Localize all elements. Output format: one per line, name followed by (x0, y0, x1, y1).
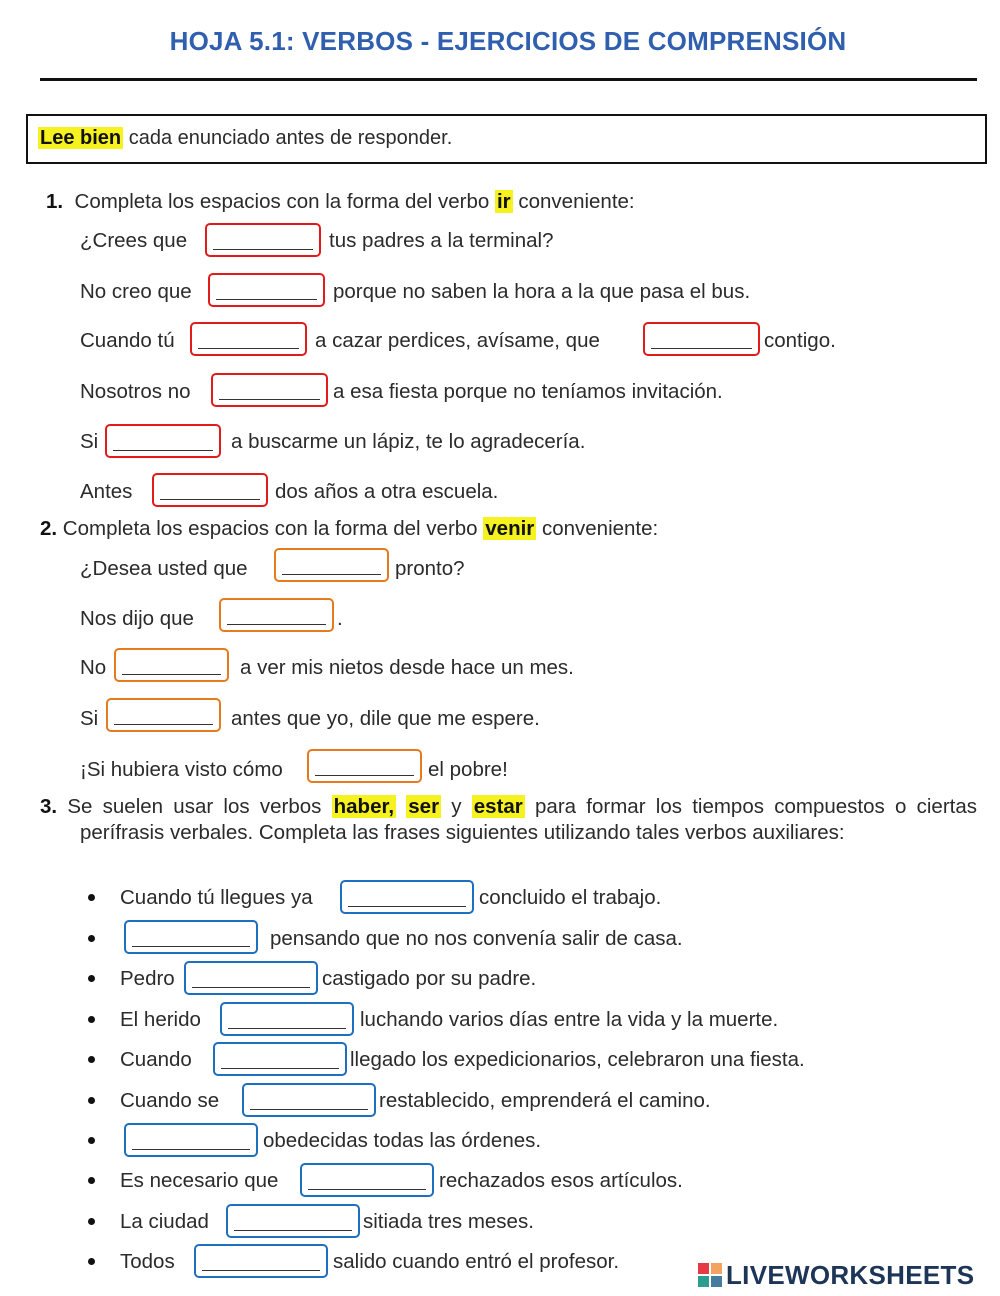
answer-gap[interactable] (220, 1002, 354, 1036)
page-title: HOJA 5.1: VERBOS - EJERCICIOS DE COMPRENSIÓN (169, 26, 847, 56)
answer-gap[interactable] (194, 1244, 328, 1278)
q1-item-1-prefix: ¿Crees que (80, 229, 188, 252)
answer-gap[interactable] (205, 223, 321, 257)
q3-item-8-prefix: Es necesario que (120, 1169, 279, 1192)
q2-item-5-prefix: ¡Si hubiera visto cómo (80, 758, 283, 781)
answer-gap[interactable] (242, 1083, 376, 1117)
q2-item-3-suffix: a ver mis nietos desde hace un mes. (240, 656, 574, 679)
q3-item-3-suffix: castigado por su padre. (322, 967, 537, 990)
answer-gap[interactable] (124, 1123, 258, 1157)
verb-highlight: venir (485, 517, 535, 540)
q3-item-4-suffix: luchando varios días entre la vida y la muerte. (360, 1008, 779, 1031)
q3-item-2-suffix: pensando que no nos convenía salir de casa. (270, 927, 683, 950)
question-text: y (441, 795, 472, 818)
verb-highlight: estar (473, 795, 523, 818)
answer-gap[interactable] (106, 698, 221, 732)
answer-gap[interactable] (340, 880, 474, 914)
q1-item-2-suffix: porque no saben la hora a la que pasa el bus. (333, 280, 751, 303)
answer-gap[interactable] (184, 961, 318, 995)
q2-item-4-suffix: antes que yo, dile que me espere. (231, 707, 540, 730)
answer-gap[interactable] (211, 373, 328, 407)
answer-gap[interactable] (643, 322, 760, 356)
verb-highlight: ser (408, 795, 440, 818)
verb-highlight: haber, (333, 795, 395, 818)
question-number: 3. (40, 795, 58, 818)
q1-item-4-prefix: Nosotros no (80, 380, 191, 403)
bullet-icon (88, 1177, 95, 1184)
question-text: Completa los espacios con la forma del verbo (74, 190, 495, 213)
answer-gap[interactable] (213, 1042, 347, 1076)
answer-gap[interactable] (105, 424, 221, 458)
q2-item-2-suffix: . (337, 607, 343, 630)
q1-item-1-suffix: tus padres a la terminal? (329, 229, 554, 252)
q1-item-3-middle: a cazar perdices, avísame, que (315, 329, 600, 352)
instruction-text: cada enunciado antes de responder. (123, 127, 453, 149)
q3-item-6-suffix: restablecido, emprenderá el camino. (379, 1089, 711, 1112)
q2-item-3-prefix: No (80, 656, 107, 679)
bullet-icon (88, 1097, 95, 1104)
question-text: Se suelen usar los verbos (57, 795, 332, 818)
question-3-heading (40, 794, 977, 846)
answer-gap[interactable] (300, 1163, 434, 1197)
bullet-icon (88, 1218, 95, 1225)
q3-item-10-prefix: Todos (120, 1250, 175, 1273)
question-1-heading (46, 189, 635, 215)
logo-square (711, 1276, 722, 1287)
logo-square (698, 1263, 709, 1274)
q3-item-5-suffix: llegado los expedicionarios, celebraron una fiesta. (350, 1048, 805, 1071)
q3-item-7-suffix: obedecidas todas las órdenes. (263, 1129, 542, 1152)
q3-item-5-prefix: Cuando (120, 1048, 192, 1071)
q2-item-2-prefix: Nos dijo que (80, 607, 194, 630)
q3-item-1-prefix: Cuando tú llegues ya (120, 886, 313, 909)
q3-item-3-prefix: Pedro (120, 967, 175, 990)
q3-item-9-suffix: sitiada tres meses. (363, 1210, 534, 1233)
q1-item-3-suffix: contigo. (764, 329, 836, 352)
bullet-icon (88, 975, 95, 982)
q1-item-5-prefix: Si (80, 430, 99, 453)
q2-item-1-prefix: ¿Desea usted que (80, 557, 248, 580)
answer-gap[interactable] (226, 1204, 360, 1238)
question-number: 2. (40, 517, 58, 540)
question-text: conveniente: (536, 517, 659, 540)
question-text: para formar los tiempos compuestos o ciertas perífrasis verbales. Completa las frases siguientes utilizando tales verbos auxiliares: (80, 795, 977, 844)
logo-square (711, 1263, 722, 1274)
q1-item-4-suffix: a esa fiesta porque no teníamos invitación. (333, 380, 723, 403)
question-number: 1. (46, 190, 64, 213)
logo-square (698, 1276, 709, 1287)
answer-gap[interactable] (190, 322, 307, 356)
instruction-box (26, 114, 987, 164)
liveworksheets-logo (698, 1259, 998, 1291)
logo-text: LIVEWORKSHEETS (726, 1259, 975, 1290)
answer-gap[interactable] (208, 273, 325, 307)
q3-item-1-suffix: concluido el trabajo. (479, 886, 662, 909)
answer-gap[interactable] (274, 548, 389, 582)
q3-item-6-prefix: Cuando se (120, 1089, 220, 1112)
question-text: conveniente: (512, 190, 635, 213)
q3-item-9-prefix: La ciudad (120, 1210, 209, 1233)
q1-item-2-prefix: No creo que (80, 280, 192, 303)
question-text: Completa los espacios con la forma del verbo (57, 517, 484, 540)
answer-gap[interactable] (152, 473, 268, 507)
answer-gap[interactable] (307, 749, 422, 783)
title-divider (40, 78, 977, 81)
bullet-icon (88, 894, 95, 901)
q1-item-5-suffix: a buscarme un lápiz, te lo agradecería. (231, 430, 586, 453)
q1-item-6-prefix: Antes (80, 480, 133, 503)
bullet-icon (88, 1258, 95, 1265)
answer-gap[interactable] (114, 648, 229, 682)
answer-gap[interactable] (219, 598, 334, 632)
q3-item-10-suffix: salido cuando entró el profesor. (333, 1250, 620, 1273)
q2-item-4-prefix: Si (80, 707, 99, 730)
bullet-icon (88, 1137, 95, 1144)
q2-item-1-suffix: pronto? (395, 557, 465, 580)
instruction-highlight: Lee bien (40, 127, 122, 149)
q3-item-4-prefix: El herido (120, 1008, 201, 1031)
bullet-icon (88, 935, 95, 942)
logo-icon (698, 1263, 722, 1287)
answer-gap[interactable] (124, 920, 258, 954)
question-2-heading (40, 516, 658, 542)
q2-item-5-suffix: el pobre! (428, 758, 508, 781)
bullet-icon (88, 1016, 95, 1023)
bullet-icon (88, 1056, 95, 1063)
verb-highlight: ir (496, 190, 511, 213)
q3-item-8-suffix: rechazados esos artículos. (439, 1169, 683, 1192)
q1-item-6-suffix: dos años a otra escuela. (275, 480, 499, 503)
q1-item-3-prefix: Cuando tú (80, 329, 175, 352)
